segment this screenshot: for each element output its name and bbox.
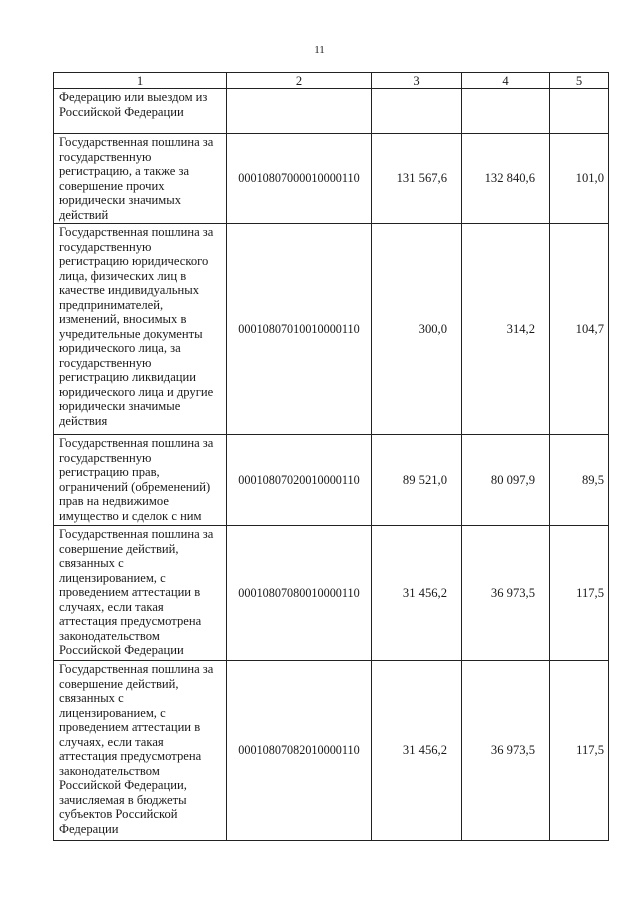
row-code-cell: 00010807000010000110 (227, 134, 372, 224)
revenue-table (53, 72, 609, 841)
row-name-cell: Федерацию или выездом из Российской Федерации (54, 89, 227, 134)
table-row (54, 661, 609, 841)
row-value-3-cell (372, 89, 462, 134)
row-value-5-cell: 104,7 (550, 224, 609, 435)
column-header-4: 4 (462, 73, 550, 89)
row-value-4-cell: 36 973,5 (462, 661, 550, 841)
row-name-cell: Государственная пошлина за государственную регистрацию прав, ограничений (обременений) прав на недвижимое имущество и сделок с ним (54, 435, 227, 526)
page-number: 11 (314, 44, 325, 56)
row-value-5-cell: 117,5 (550, 661, 609, 841)
row-value-3-cell: 131 567,6 (372, 134, 462, 224)
row-name-cell: Государственная пошлина за государственную регистрацию юридического лица, физических лиц в качестве индивидуальных предпринимателей, изменений, вносимых в учредительные документы юридического лица, за государственную регистрацию ликвидации юридического лица и другие юридически значимые действия (54, 224, 227, 435)
row-value-4-cell: 80 097,9 (462, 435, 550, 526)
row-code-cell (227, 89, 372, 134)
row-value-5-cell: 117,5 (550, 526, 609, 661)
row-name-cell: Государственная пошлина за совершение действий, связанных с лицензированием, с проведением аттестации в случаях, если такая аттестация предусмотрена законодательством Российской Федерации (54, 526, 227, 661)
row-value-4-cell (462, 89, 550, 134)
row-code-cell: 00010807020010000110 (227, 435, 372, 526)
column-header-2: 2 (227, 73, 372, 89)
row-value-3-cell: 89 521,0 (372, 435, 462, 526)
table-row (54, 435, 609, 526)
row-value-3-cell: 300,0 (372, 224, 462, 435)
row-code-cell: 00010807080010000110 (227, 526, 372, 661)
table-header-row (54, 73, 609, 89)
table-row (54, 224, 609, 435)
row-value-5-cell: 89,5 (550, 435, 609, 526)
row-value-3-cell: 31 456,2 (372, 661, 462, 841)
row-code-cell: 00010807082010000110 (227, 661, 372, 841)
row-value-5-cell: 101,0 (550, 134, 609, 224)
row-name-cell: Государственная пошлина за совершение действий, связанных с лицензированием, с проведением аттестации в случаях, если такая аттестация предусмотрена законодательством Российской Федерации, зачисляемая в бюджеты субъектов Российской Федерации (54, 661, 227, 841)
column-header-5: 5 (550, 73, 609, 89)
column-header-1: 1 (54, 73, 227, 89)
table-row (54, 89, 609, 134)
column-header-3: 3 (372, 73, 462, 89)
row-value-4-cell: 132 840,6 (462, 134, 550, 224)
row-code-cell: 00010807010010000110 (227, 224, 372, 435)
row-value-3-cell: 31 456,2 (372, 526, 462, 661)
table-row (54, 526, 609, 661)
row-value-4-cell: 314,2 (462, 224, 550, 435)
row-name-cell: Государственная пошлина за государственную регистрацию, а также за совершение прочих юридически значимых действий (54, 134, 227, 224)
row-value-5-cell (550, 89, 609, 134)
table-row (54, 134, 609, 224)
row-value-4-cell: 36 973,5 (462, 526, 550, 661)
